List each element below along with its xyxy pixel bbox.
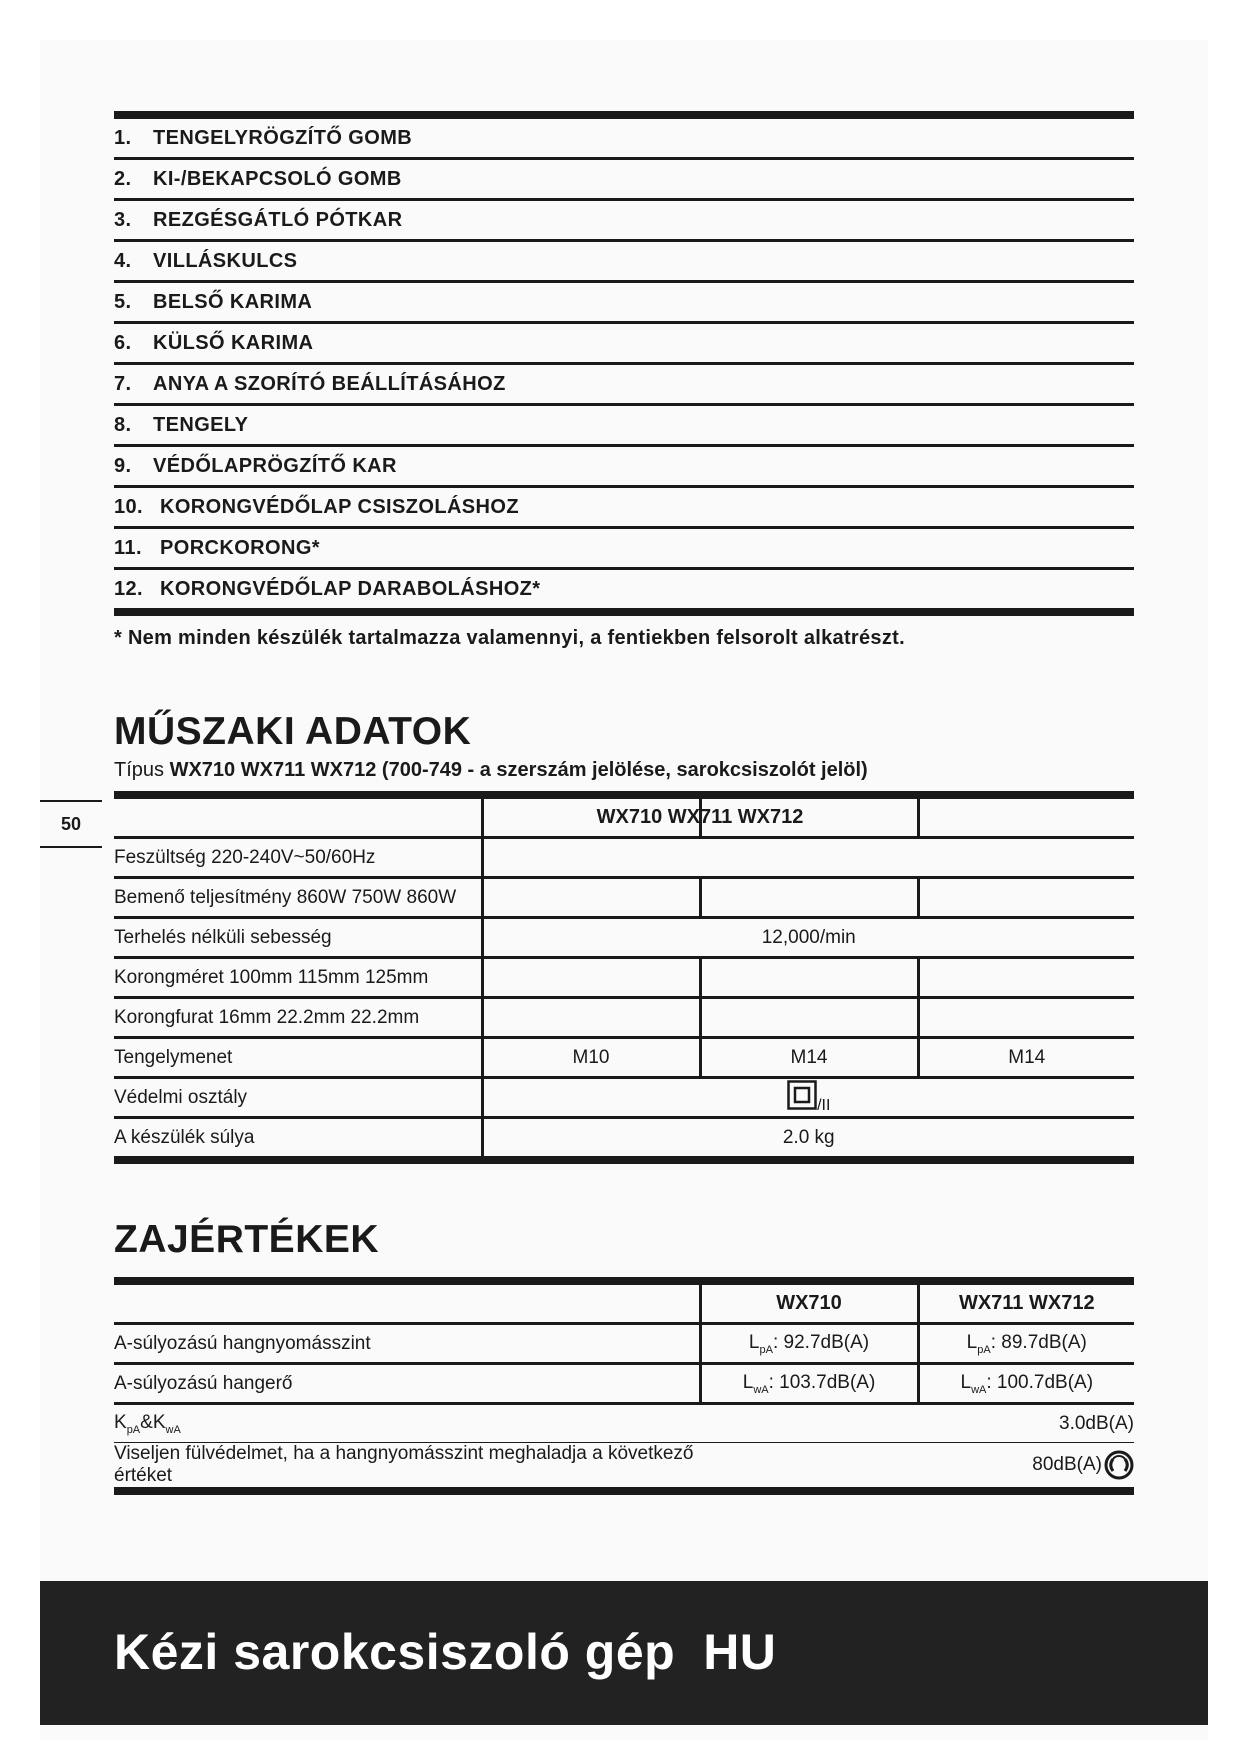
- lwa-subscript: wA: [753, 1383, 769, 1396]
- noise-k-value: 3.0dB(A): [700, 1404, 1134, 1443]
- spec-row-voltage: [114, 838, 1134, 878]
- part-number: 8.: [114, 413, 132, 436]
- noise-power-value-1: [700, 1364, 918, 1404]
- spec-power-cell-3: [918, 878, 1134, 918]
- parts-list-item: [114, 283, 1134, 324]
- part-label: PORCKORONG*: [160, 536, 320, 559]
- spec-disc-cell-2: [700, 958, 918, 998]
- noise-section-title: ZAJÉRTÉKEK: [114, 1218, 380, 1261]
- noise-protect-label: Viseljen fülvédelmet, ha a hangnyomásszint meghaladja a következő értéket: [114, 1443, 694, 1486]
- spec-bore-cell-1: [482, 998, 700, 1038]
- spec-disc-size-label: Korongméret 100mm 115mm 125mm: [114, 958, 482, 998]
- parts-list-item: [114, 119, 1134, 160]
- noise-row-uncertainty: [114, 1404, 1134, 1443]
- lwa-subscript-2: wA: [971, 1383, 987, 1396]
- spec-header-divider: [699, 799, 702, 836]
- noise-header-col2: WX711 WX712: [918, 1281, 1134, 1324]
- footer-title: [114, 1623, 776, 1681]
- spec-table: [114, 791, 1134, 1164]
- lpa-subscript-2: pA: [977, 1343, 991, 1356]
- spec-header-models: [482, 795, 918, 838]
- spec-row-bore: [114, 998, 1134, 1038]
- part-label: KORONGVÉDŐLAP CSISZOLÁSHOZ: [160, 495, 519, 518]
- lwa-symbol: L: [742, 1371, 754, 1393]
- parts-list-item: [114, 242, 1134, 283]
- part-label: KÜLSŐ KARIMA: [153, 331, 314, 354]
- noise-header-blank: [114, 1281, 700, 1324]
- lpa-symbol-2: L: [966, 1331, 978, 1353]
- footer-title-text: Kézi sarokcsiszoló gép: [114, 1624, 676, 1680]
- spec-voltage-label: Feszültség 220-240V~50/60Hz: [114, 838, 482, 878]
- spec-power-label: Bemenő teljesítmény 860W 750W 860W: [114, 878, 482, 918]
- spec-weight-value: 2.0 kg: [482, 1118, 1134, 1161]
- noise-protect-threshold: 80dB(A): [1032, 1454, 1102, 1476]
- part-label: ANYA A SZORÍTÓ BEÁLLÍTÁSÁHOZ: [153, 372, 506, 395]
- parts-list-item: [114, 324, 1134, 365]
- parts-list-item: [114, 529, 1134, 570]
- k-amp: &K: [140, 1411, 166, 1433]
- k-subscript-2: wA: [165, 1423, 181, 1436]
- spec-row-thread: [114, 1038, 1134, 1078]
- part-number: 1.: [114, 126, 132, 149]
- noise-protect-value: [700, 1443, 1134, 1492]
- noise-row-power: [114, 1364, 1134, 1404]
- spec-disc-cell-1: [482, 958, 700, 998]
- lpa-symbol: L: [748, 1331, 760, 1353]
- lwa-value-1: : 103.7dB(A): [768, 1371, 876, 1393]
- type-prefix: Típus: [114, 759, 165, 781]
- spec-protection-label: Védelmi osztály: [114, 1078, 482, 1118]
- spec-section-title: MŰSZAKI ADATOK: [114, 710, 472, 753]
- spec-thread-label: Tengelymenet: [114, 1038, 482, 1078]
- part-number: 12.: [114, 577, 144, 600]
- noise-pressure-value-1: [700, 1324, 918, 1364]
- part-label: TENGELYRÖGZÍTŐ GOMB: [153, 126, 413, 149]
- k-subscript-1: pA: [126, 1423, 141, 1436]
- lpa-subscript: pA: [759, 1343, 773, 1356]
- spec-header-models-text: WX710 WX711 WX712: [596, 806, 804, 828]
- ear-protection-icon: [1104, 1450, 1134, 1480]
- parts-list-item: [114, 447, 1134, 488]
- spec-power-cell-1: [482, 878, 700, 918]
- noise-header-col1: WX710: [700, 1281, 918, 1324]
- spec-header-row: [114, 795, 1134, 838]
- double-insulation-icon: [787, 1080, 817, 1110]
- part-label: KORONGVÉDŐLAP DARABOLÁSHOZ*: [160, 577, 541, 600]
- spec-row-disc-size: [114, 958, 1134, 998]
- footer-bar: [40, 1581, 1208, 1725]
- spec-bore-cell-3: [918, 998, 1134, 1038]
- noise-power-value-2: [918, 1364, 1134, 1404]
- type-models: WX710 WX711 WX712 (700-749 - a szerszám jelölése, sarokcsiszolót jelöl): [169, 759, 868, 781]
- protection-class-text: /II: [817, 1097, 831, 1114]
- spec-protection-value: [482, 1078, 1134, 1118]
- parts-list-item: [114, 570, 1134, 616]
- part-number: 6.: [114, 331, 132, 354]
- parts-list: [114, 111, 1134, 616]
- spec-header-blank: [114, 795, 482, 838]
- part-number: 9.: [114, 454, 132, 477]
- part-number: 7.: [114, 372, 132, 395]
- part-label: REZGÉSGÁTLÓ PÓTKAR: [153, 208, 403, 231]
- noise-header-row: [114, 1281, 1134, 1324]
- noise-row-pressure: [114, 1324, 1134, 1364]
- part-number: 11.: [114, 536, 142, 559]
- parts-footnote: * Nem minden készülék tartalmazza valamennyi, a fentiekben felsorolt alkatrészt.: [114, 627, 905, 649]
- part-label: KI-/BEKAPCSOLÓ GOMB: [153, 167, 402, 190]
- k-symbol-1: K: [114, 1411, 127, 1433]
- lpa-value-2: : 89.7dB(A): [990, 1331, 1087, 1353]
- spec-speed-label: Terhelés nélküli sebesség: [114, 918, 482, 958]
- noise-table: [114, 1277, 1134, 1495]
- noise-power-label: A-súlyozású hangerő: [114, 1364, 700, 1404]
- part-label: BELSŐ KARIMA: [153, 290, 313, 313]
- part-label: VILLÁSKULCS: [153, 249, 298, 272]
- lwa-value-2: : 100.7dB(A): [986, 1371, 1094, 1393]
- spec-thread-value-1: M10: [482, 1038, 700, 1078]
- lwa-symbol-2: L: [960, 1371, 972, 1393]
- spec-row-weight: [114, 1118, 1134, 1161]
- part-number: 5.: [114, 290, 132, 313]
- spec-row-protection: [114, 1078, 1134, 1118]
- spec-weight-label: A készülék súlya: [114, 1126, 255, 1148]
- spec-row-speed: [114, 918, 1134, 958]
- spec-header-empty: [918, 795, 1134, 838]
- noise-pressure-label: A-súlyozású hangnyomásszint: [114, 1324, 700, 1364]
- spec-bore-cell-2: [700, 998, 918, 1038]
- spec-disc-cell-3: [918, 958, 1134, 998]
- noise-pressure-value-2: [918, 1324, 1134, 1364]
- footer-language: HU: [703, 1624, 777, 1680]
- parts-list-item: [114, 160, 1134, 201]
- parts-list-item: [114, 201, 1134, 242]
- spec-row-power: [114, 878, 1134, 918]
- spec-speed-value: 12,000/min: [482, 918, 1134, 958]
- noise-row-protection: [114, 1443, 1134, 1492]
- parts-list-item: [114, 365, 1134, 406]
- page-number: 50: [40, 800, 102, 848]
- part-label: TENGELY: [153, 413, 249, 436]
- part-number: 10.: [114, 495, 144, 518]
- parts-list-item: [114, 488, 1134, 529]
- lpa-value-1: : 92.7dB(A): [772, 1331, 870, 1353]
- spec-bore-label: Korongfurat 16mm 22.2mm 22.2mm: [114, 998, 482, 1038]
- part-label: VÉDŐLAPRÖGZÍTŐ KAR: [153, 454, 397, 477]
- part-number: 2.: [114, 167, 132, 190]
- part-number: 3.: [114, 208, 132, 231]
- part-number: 4.: [114, 249, 132, 272]
- spec-thread-value-3: M14: [918, 1038, 1134, 1078]
- spec-thread-value-2: M14: [700, 1038, 918, 1078]
- parts-list-item: [114, 406, 1134, 447]
- spec-power-cell-2: [700, 878, 918, 918]
- type-line: [114, 759, 1134, 782]
- spec-voltage-value: [482, 838, 1134, 878]
- noise-k-label: [114, 1404, 700, 1443]
